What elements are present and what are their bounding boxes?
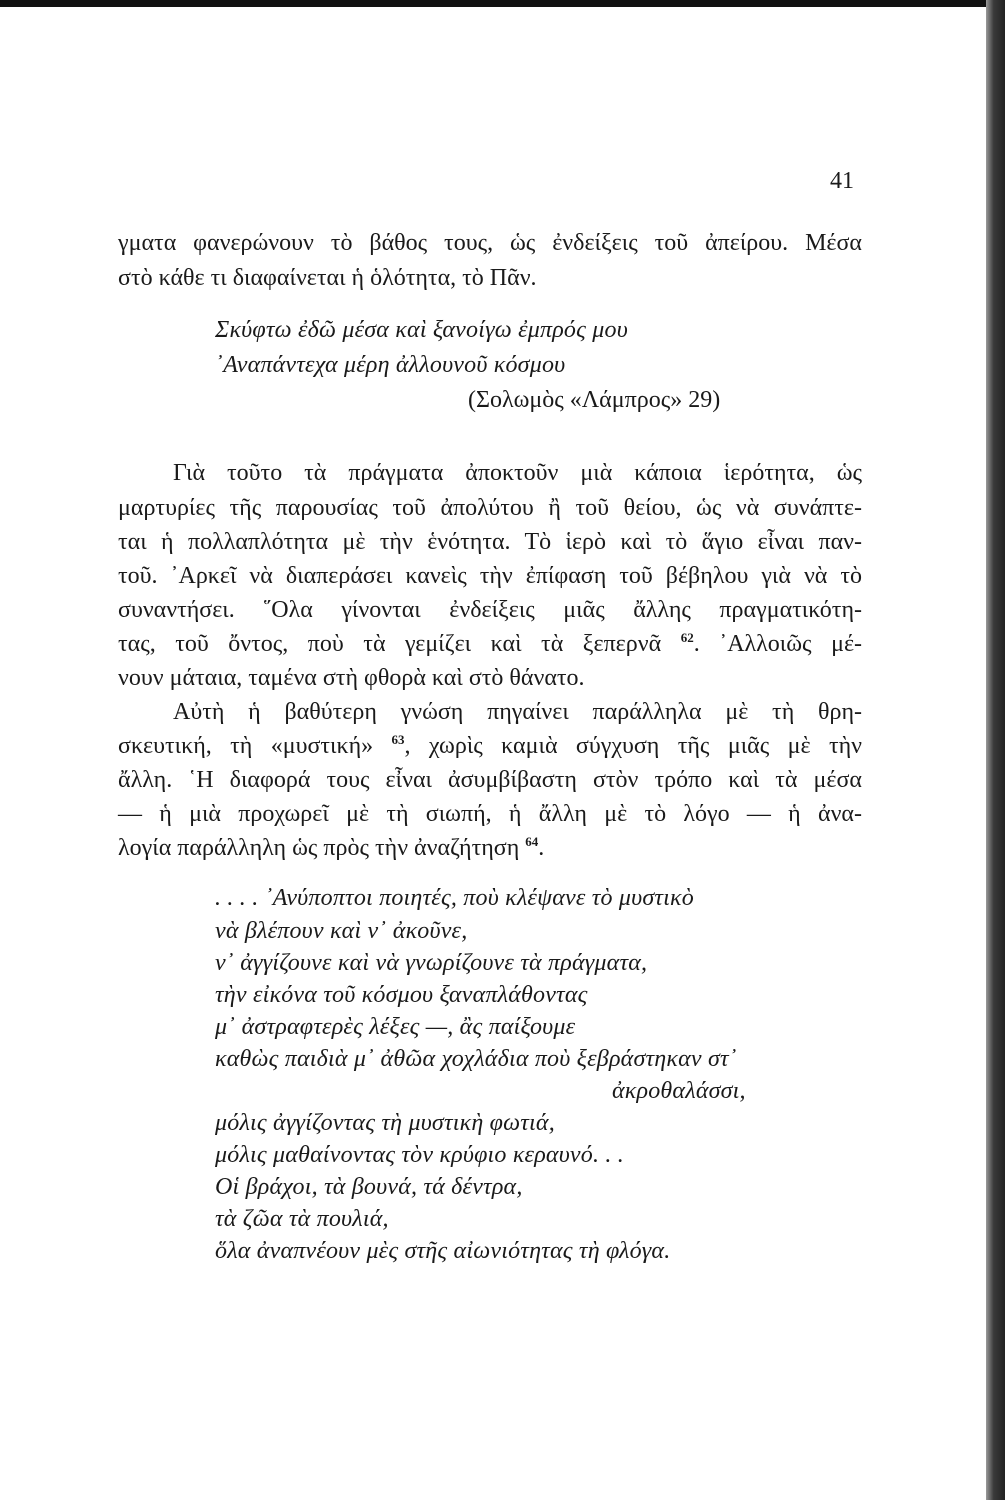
quote-line: Σκύφτω ἐδῶ μέσα καὶ ξανοίγω ἐμπρός μου [215,317,628,343]
footnote-ref: 64 [525,834,539,849]
poem-line: ν᾿ ἀγγίζουνε καὶ νὰ γνωρίζουνε τὰ πράγματα, [215,950,648,976]
quote-source: (Σολωμὸς «Λάμπρος» 29) [468,387,721,413]
scan-border-right [986,0,1005,1500]
poem-line: καθὼς παιδιὰ μ᾿ ἀθῶα χοχλάδια ποὺ ξεβράστηκαν στ᾿ [215,1046,737,1072]
paragraph-line: νουν μάταια, ταμένα στὴ φθορὰ καὶ στὸ θάνατο. [118,665,585,691]
intro-line: γματα φανερώνουν τὸ βάθος τους, ὡς ἐνδείξεις τοῦ ἀπείρου. Μέσα [118,230,862,256]
poem-line: ὅλα ἀναπνέουν μὲς στῆς αἰωνιότητας τὴ φλόγα. [215,1238,671,1264]
poem-line: Οἱ βράχοι, τὰ βουνά, τά δέντρα, [215,1174,523,1200]
paragraph-line: συναντήσει. ῞Ολα γίνονται ἐνδείξεις μιᾶς ἄλλης πραγματικότη- [118,597,862,623]
poem-line: μόλις μαθαίνοντας τὸν κρύφιο κεραυνό. . . [215,1142,624,1168]
paragraph-line [118,729,862,763]
line-text: . [538,835,545,861]
poem-line: . . . . ᾿Ανύποπτοι ποιητές, ποὺ κλέψανε τὸ μυστικὸ [215,885,694,911]
paragraph-line [118,831,544,865]
line-text: λογία παράλληλη ὡς πρὸς τὴν ἀναζήτηση [118,835,526,861]
paragraph-line: Γιὰ τοῦτο τὰ πράγματα ἀποκτοῦν μιὰ κάποια ἱερότητα, ὡς [173,460,862,486]
poem-line: νὰ βλέπουν καὶ ν᾿ ἀκοῦνε, [215,918,468,944]
poem-line: τὴν εἰκόνα τοῦ κόσμου ξαναπλάθοντας [215,982,588,1008]
paragraph-line: Αὐτὴ ἡ βαθύτερη γνώση πηγαίνει παράλληλα μὲ τὴ θρη- [173,699,862,725]
scan-border-top [0,0,1005,7]
intro-line: στὸ κάθε τι διαφαίνεται ἡ ὁλότητα, τὸ Πᾶν. [118,265,537,291]
paragraph-line: ται ἡ πολλαπλότητα μὲ τὴν ἑνότητα. Τὸ ἱερὸ καὶ τὸ ἅγιο εἶναι παν- [118,529,862,555]
paragraph-line: τοῦ. ᾿Αρκεῖ νὰ διαπεράσει κανεὶς τὴν ἐπίφαση τοῦ βέβηλου γιὰ νὰ τὸ [118,563,862,589]
footnote-ref: 62 [680,630,694,645]
page-number: 41 [830,168,854,194]
quote-line: ᾿Αναπάντεχα μέρη ἀλλουνοῦ κόσμου [215,352,566,378]
footnote-ref: 63 [391,732,405,747]
paragraph-line: — ἡ μιὰ προχωρεῖ μὲ τὴ σιωπή, ἡ ἄλλη μὲ τὸ λόγο — ἡ ἀνα- [118,801,862,827]
poem-line: τὰ ζῶα τὰ πουλιά, [215,1206,389,1232]
line-text: τας, τοῦ ὄντος, ποὺ τὰ γεμίζει καὶ τὰ ξεπερνᾶ [118,631,681,657]
poem-line-turnover: ἀκροθαλάσσι, [612,1078,746,1104]
line-text: . ᾿Αλλοιῶς μέ- [693,631,863,657]
line-text: σκευτική, τὴ «μυστική» [118,733,392,759]
paragraph-line [118,627,862,661]
paragraph-line: μαρτυρίες τῆς παρουσίας τοῦ ἀπολύτου ἢ τοῦ θείου, ὡς νὰ συνάπτε- [118,495,862,521]
line-text: , χωρὶς καμιὰ σύγχυση τῆς μιᾶς μὲ τὴν [404,733,862,759]
poem-line: μ᾿ ἀστραφτερὲς λέξες —, ἂς παίξουμε [215,1014,576,1040]
paragraph-line: ἄλλη. ῾Η διαφορά τους εἶναι ἀσυμβίβαστη στὸν τρόπο καὶ τὰ μέσα [118,767,862,793]
poem-line: μόλις ἀγγίζοντας τὴ μυστικὴ φωτιά, [215,1110,555,1136]
